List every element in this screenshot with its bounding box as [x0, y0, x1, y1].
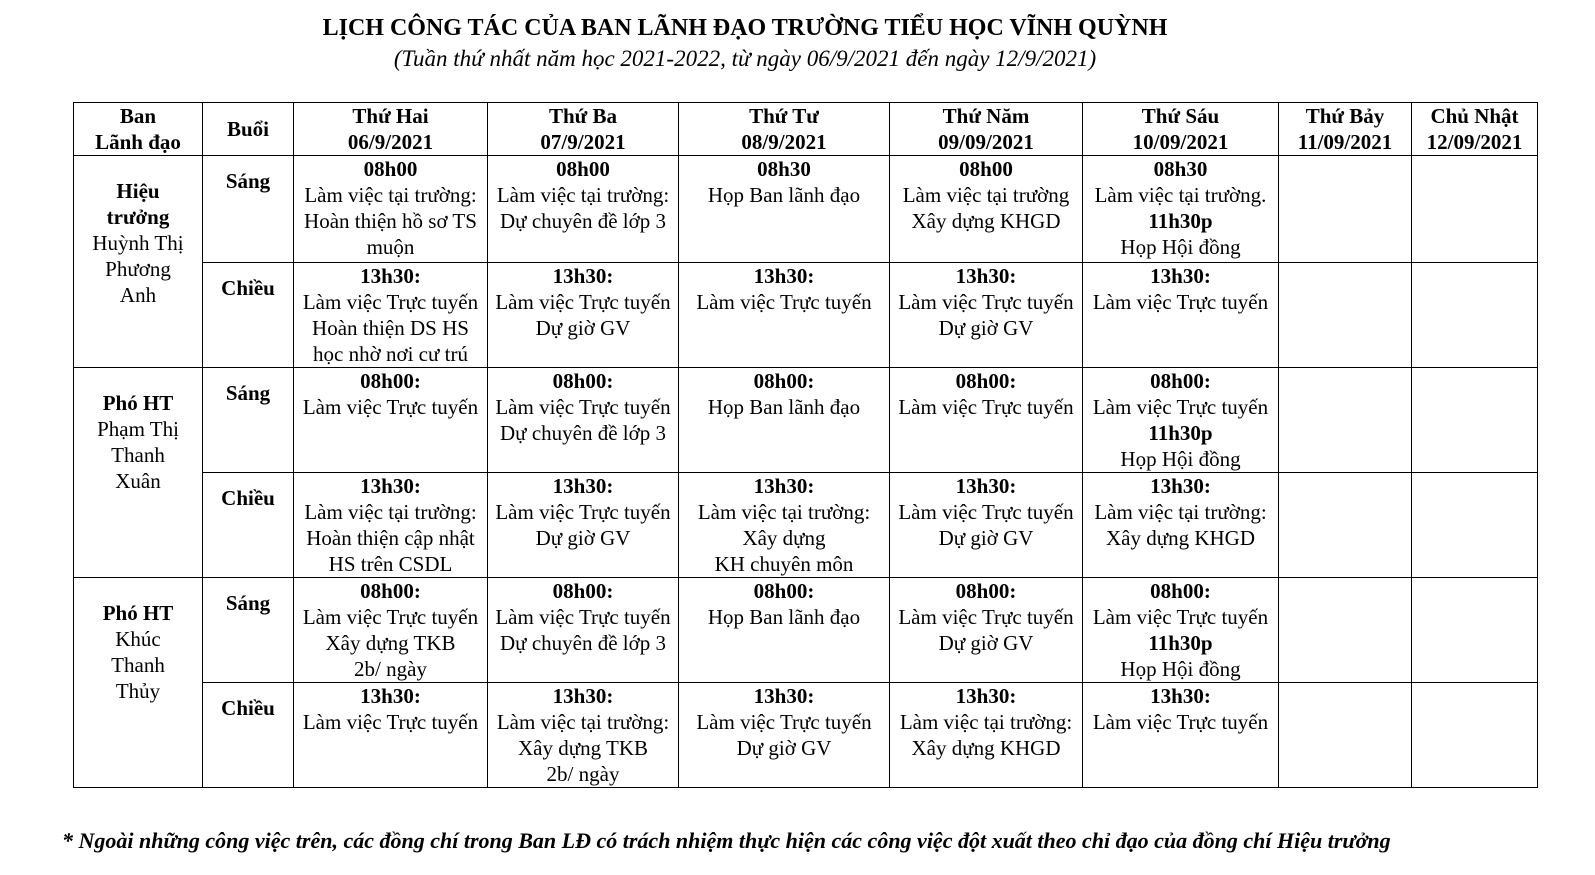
- header-day: Thứ Sáu 10/09/2021: [1083, 103, 1279, 156]
- time-label: 08h00:: [753, 579, 815, 603]
- task-text: Xây dựng KHGD: [911, 209, 1061, 233]
- task-text: Hoàn thiện hồ sơ TS: [304, 209, 477, 233]
- task-text: Làm việc Trực tuyến: [898, 500, 1074, 524]
- time-label: 08h00:: [753, 369, 815, 393]
- time-label: 08h30: [1153, 157, 1208, 181]
- task-text: Dự giờ GV: [938, 631, 1034, 655]
- time-label: 08h00:: [955, 369, 1017, 393]
- task-text: Xây dựng KHGD: [911, 736, 1061, 760]
- table-row: [74, 578, 1538, 683]
- time-label: 13h30:: [955, 684, 1017, 708]
- session-label: Chiều: [203, 473, 294, 578]
- task-text: Làm việc tại trường:: [304, 183, 477, 207]
- task-text: Làm việc Trực tuyến: [1092, 290, 1269, 314]
- time-label: 13h30:: [1150, 474, 1211, 498]
- leader-cell: [74, 578, 203, 788]
- time-label: 08h00: [556, 157, 610, 181]
- task-text: Làm việc tại trường.: [1094, 183, 1267, 207]
- schedule-cell: [679, 683, 890, 788]
- session-label: Sáng: [203, 156, 294, 263]
- task-text: Dự giờ GV: [938, 316, 1034, 340]
- schedule-cell: [1083, 156, 1279, 263]
- leader-cell: [74, 368, 203, 578]
- time-label: 13h30:: [552, 684, 614, 708]
- time-label: 13h30:: [955, 474, 1017, 498]
- table-row: [74, 683, 1538, 788]
- time-label: 13h30:: [955, 264, 1017, 288]
- schedule-cell: [488, 263, 679, 368]
- time-label: 08h00:: [1150, 579, 1211, 603]
- task-text: Làm việc Trực tuyến: [302, 395, 479, 419]
- leader-name: Phương: [105, 257, 171, 281]
- time-label: 13h30:: [753, 264, 815, 288]
- task-text: Làm việc Trực tuyến: [898, 290, 1074, 314]
- task-text: Làm việc Trực tuyến: [898, 605, 1074, 629]
- leader-name: Thủy: [115, 679, 161, 703]
- task-text: Họp Ban lãnh đạo: [707, 605, 861, 629]
- task-text: Dự giờ GV: [535, 526, 631, 550]
- schedule-cell: [1412, 683, 1538, 788]
- schedule-cell: [488, 578, 679, 683]
- task-text: Làm việc Trực tuyến: [495, 500, 671, 524]
- task-text: Xây dựng: [742, 526, 826, 550]
- task-text: Xây dựng TKB: [518, 736, 648, 760]
- task-text: Xây dựng KHGD: [1105, 526, 1256, 550]
- time-label: 08h00:: [955, 579, 1017, 603]
- leader-name: Khúc: [115, 627, 161, 651]
- header-leader: Ban Lãnh đạo: [74, 103, 203, 156]
- schedule-cell: [1279, 156, 1412, 263]
- time-label: 11h30p: [1148, 421, 1213, 445]
- schedule-cell: [890, 578, 1083, 683]
- task-text: Dự giờ GV: [736, 736, 832, 760]
- time-label: 11h30p: [1148, 209, 1213, 233]
- schedule-body: [74, 156, 1538, 788]
- task-text: Làm việc Trực tuyến: [1092, 395, 1269, 419]
- schedule-cell: [679, 578, 890, 683]
- schedule-cell: [1412, 473, 1538, 578]
- leader-name: Thanh: [111, 653, 165, 677]
- task-text: Dự chuyên đề lớp 3: [500, 631, 666, 655]
- header-day: Chủ Nhật 12/09/2021: [1412, 103, 1538, 156]
- leader-cell: [74, 156, 203, 368]
- time-label: 13h30:: [1150, 264, 1211, 288]
- leader-role: Phó HT: [102, 391, 174, 415]
- time-label: 13h30:: [360, 264, 421, 288]
- schedule-cell: [488, 156, 679, 263]
- session-label: Chiều: [203, 263, 294, 368]
- task-text: Làm việc Trực tuyến: [495, 395, 671, 419]
- task-text: Làm việc tại trường:: [496, 183, 670, 207]
- table-row: [74, 368, 1538, 473]
- leader-name: Huỳnh Thị: [92, 231, 184, 255]
- task-text: 2b/ ngày: [354, 657, 427, 681]
- task-text: Làm việc Trực tuyến: [1092, 710, 1269, 734]
- schedule-cell: [890, 683, 1083, 788]
- task-text: Họp Ban lãnh đạo: [707, 395, 861, 419]
- schedule-cell: [294, 473, 488, 578]
- time-label: 08h00: [363, 157, 418, 181]
- schedule-cell: [488, 473, 679, 578]
- leader-name: Phạm Thị: [97, 417, 179, 441]
- leader-role: Phó HT: [102, 601, 174, 625]
- time-label: 08h00: [959, 157, 1013, 181]
- schedule-cell: [1412, 263, 1538, 368]
- time-label: 11h30p: [1148, 631, 1213, 655]
- task-text: Làm việc tại trường: [902, 183, 1070, 207]
- schedule-cell: [679, 156, 890, 263]
- schedule-cell: [1412, 368, 1538, 473]
- time-label: 13h30:: [360, 684, 421, 708]
- task-text: Dự giờ GV: [535, 316, 631, 340]
- schedule-cell: [1083, 368, 1279, 473]
- schedule-cell: [679, 473, 890, 578]
- schedule-cell: [294, 156, 488, 263]
- task-text: Làm việc Trực tuyến: [495, 605, 671, 629]
- task-text: Làm việc Trực tuyến: [302, 710, 479, 734]
- task-text: Làm việc Trực tuyến: [302, 290, 479, 314]
- schedule-cell: [890, 368, 1083, 473]
- schedule-cell: [488, 683, 679, 788]
- time-label: 13h30:: [1150, 684, 1211, 708]
- table-row: [74, 263, 1538, 368]
- schedule-cell: [1412, 156, 1538, 263]
- table-row: [74, 473, 1538, 578]
- task-text: Làm việc tại trường:: [304, 500, 477, 524]
- document-title: LỊCH CÔNG TÁC CỦA BAN LÃNH ĐẠO TRƯỜNG TIỂU HỌC VĨNH QUỲNH: [322, 15, 1168, 41]
- header-day: Thứ Tư 08/9/2021: [679, 103, 890, 156]
- task-text: Làm việc Trực tuyến: [898, 395, 1074, 419]
- task-text: Dự chuyên đề lớp 3: [500, 421, 666, 445]
- task-text: Làm việc tại trường:: [1094, 500, 1267, 524]
- schedule-cell: [1083, 578, 1279, 683]
- time-label: 08h00:: [1150, 369, 1211, 393]
- task-text: Dự chuyên đề lớp 3: [500, 209, 666, 233]
- schedule-cell: [890, 156, 1083, 263]
- schedule-cell: [1083, 683, 1279, 788]
- schedule-cell: [294, 578, 488, 683]
- header-day: Thứ Bảy 11/09/2021: [1279, 103, 1412, 156]
- task-text: Làm việc Trực tuyến: [696, 710, 872, 734]
- time-label: 08h00:: [360, 579, 421, 603]
- leader-role: trưởng: [106, 205, 170, 229]
- schedule-cell: [294, 683, 488, 788]
- task-text: Làm việc Trực tuyến: [1092, 605, 1269, 629]
- schedule-cell: [1279, 368, 1412, 473]
- schedule-cell: [890, 263, 1083, 368]
- time-label: 08h30: [757, 157, 811, 181]
- schedule-cell: [294, 368, 488, 473]
- schedule-cell: [488, 368, 679, 473]
- schedule-cell: [1083, 263, 1279, 368]
- task-text: Họp Hội đồng: [1120, 447, 1241, 471]
- time-label: 08h00:: [552, 369, 614, 393]
- schedule-cell: [1279, 578, 1412, 683]
- task-text: Làm việc tại trường:: [496, 710, 670, 734]
- time-label: 13h30:: [552, 264, 614, 288]
- task-text: Họp Hội đồng: [1120, 657, 1241, 681]
- time-label: 13h30:: [753, 474, 815, 498]
- leader-name: Anh: [119, 283, 157, 307]
- schedule-cell: [1279, 473, 1412, 578]
- time-label: 08h00:: [360, 369, 421, 393]
- task-text: muộn: [366, 235, 415, 259]
- task-text: HS trên CSDL: [328, 552, 453, 576]
- header-day: Thứ Ba 07/9/2021: [488, 103, 679, 156]
- task-text: học nhờ nơi cư trú: [313, 342, 468, 366]
- leader-name: Xuân: [115, 469, 161, 493]
- leader-role: Hiệu: [116, 179, 160, 203]
- session-label: Sáng: [203, 368, 294, 473]
- task-text: Làm việc Trực tuyến: [495, 290, 671, 314]
- schedule-cell: [294, 263, 488, 368]
- task-text: Làm việc tại trường:: [697, 500, 871, 524]
- task-text: Hoàn thiện DS HS: [312, 316, 469, 340]
- time-label: 08h00:: [552, 579, 614, 603]
- schedule-cell: [1279, 683, 1412, 788]
- schedule-cell: [679, 263, 890, 368]
- header-day: Thứ Hai 06/9/2021: [294, 103, 488, 156]
- header-session: Buổi: [203, 103, 294, 156]
- time-label: 13h30:: [552, 474, 614, 498]
- task-text: Làm việc Trực tuyến: [302, 605, 479, 629]
- header-row: [74, 103, 1538, 156]
- header-day: Thứ Năm 09/09/2021: [890, 103, 1083, 156]
- task-text: Họp Hội đồng: [1120, 235, 1241, 259]
- schedule-cell: [1412, 578, 1538, 683]
- task-text: Làm việc Trực tuyến: [696, 290, 872, 314]
- task-text: Làm việc tại trường:: [899, 710, 1073, 734]
- schedule-cell: [679, 368, 890, 473]
- schedule-cell: [1279, 263, 1412, 368]
- task-text: Xây dựng TKB: [325, 631, 456, 655]
- document-subtitle: (Tuần thứ nhất năm học 2021-2022, từ ngày 06/9/2021 đến ngày 12/9/2021): [393, 46, 1097, 71]
- session-label: Chiều: [203, 683, 294, 788]
- table-row: [74, 156, 1538, 263]
- time-label: 13h30:: [753, 684, 815, 708]
- task-text: KH chuyên môn: [714, 552, 854, 576]
- footnote: * Ngoài những công việc trên, các đồng chí trong Ban LĐ có trách nhiệm thực hiện các công việc đột xuất theo chỉ đạo của đồng chí Hiệu trưởng: [62, 828, 1391, 853]
- task-text: Họp Ban lãnh đạo: [707, 183, 861, 207]
- schedule-cell: [890, 473, 1083, 578]
- schedule-table: [73, 102, 1538, 788]
- task-text: 2b/ ngày: [546, 762, 620, 786]
- schedule-cell: [1083, 473, 1279, 578]
- session-label: Sáng: [203, 578, 294, 683]
- task-text: Hoàn thiện cập nhật: [306, 526, 475, 550]
- time-label: 13h30:: [360, 474, 421, 498]
- task-text: Dự giờ GV: [938, 526, 1034, 550]
- leader-name: Thanh: [111, 443, 165, 467]
